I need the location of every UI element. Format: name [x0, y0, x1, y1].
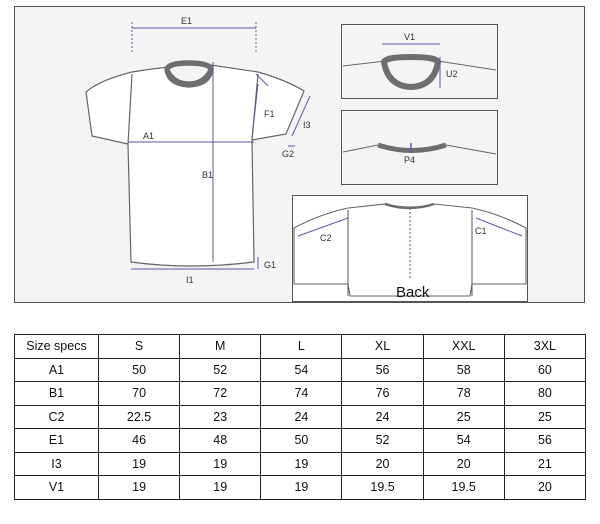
- table-cell: 56: [342, 358, 423, 382]
- table-cell: 74: [261, 382, 342, 406]
- header-cell: M: [180, 335, 261, 359]
- table-cell: 22.5: [99, 405, 180, 429]
- table-cell: 19: [99, 476, 180, 500]
- table-cell: 56: [504, 429, 585, 453]
- table-cell: 19: [99, 452, 180, 476]
- table-cell: 23: [180, 405, 261, 429]
- table-cell: 19: [261, 452, 342, 476]
- table-cell: 54: [423, 429, 504, 453]
- table-row: [15, 382, 586, 406]
- table-cell: 52: [342, 429, 423, 453]
- table-cell: 19.5: [342, 476, 423, 500]
- label-g1: G1: [264, 260, 277, 270]
- table-cell: 76: [342, 382, 423, 406]
- table-cell: 80: [504, 382, 585, 406]
- header-cell: 3XL: [504, 335, 585, 359]
- label-c2: C2: [320, 233, 332, 243]
- header-cell: XL: [342, 335, 423, 359]
- header-cell: Size specs: [15, 335, 99, 359]
- table-cell: 50: [261, 429, 342, 453]
- size-spec-table: [14, 334, 586, 500]
- row-label: B1: [15, 382, 99, 406]
- table-cell: 50: [99, 358, 180, 382]
- header-cell: XXL: [423, 335, 504, 359]
- label-i1: I1: [186, 275, 194, 285]
- table-cell: 20: [504, 476, 585, 500]
- row-label: A1: [15, 358, 99, 382]
- label-a1: A1: [143, 131, 155, 141]
- table-cell: 48: [180, 429, 261, 453]
- row-label: C2: [15, 405, 99, 429]
- table-cell: 20: [423, 452, 504, 476]
- table-cell: 25: [423, 405, 504, 429]
- table-row: [15, 405, 586, 429]
- row-label: E1: [15, 429, 99, 453]
- row-label: I3: [15, 452, 99, 476]
- table-cell: 24: [342, 405, 423, 429]
- table-row: [15, 452, 586, 476]
- table-cell: 70: [99, 382, 180, 406]
- label-g2: G2: [282, 149, 295, 159]
- label-f1: F1: [264, 109, 275, 119]
- table-row: [15, 429, 586, 453]
- table-cell: 20: [342, 452, 423, 476]
- label-c1: C1: [475, 226, 487, 236]
- header-cell: S: [99, 335, 180, 359]
- table-cell: 19: [261, 476, 342, 500]
- table-header-row: [15, 335, 586, 359]
- table-cell: 19.5: [423, 476, 504, 500]
- table-cell: 54: [261, 358, 342, 382]
- label-p4: P4: [404, 155, 416, 165]
- label-u2: U2: [446, 69, 458, 79]
- table-cell: 72: [180, 382, 261, 406]
- table-cell: 21: [504, 452, 585, 476]
- table-cell: 52: [180, 358, 261, 382]
- table-cell: 60: [504, 358, 585, 382]
- table-cell: 25: [504, 405, 585, 429]
- table-cell: 78: [423, 382, 504, 406]
- table-row: [15, 358, 586, 382]
- table-cell: 19: [180, 476, 261, 500]
- label-v1: V1: [404, 32, 416, 42]
- label-i3: I3: [303, 120, 311, 130]
- table-cell: 46: [99, 429, 180, 453]
- header-cell: L: [261, 335, 342, 359]
- back-title: Back: [396, 284, 430, 301]
- table-cell: 24: [261, 405, 342, 429]
- label-e1: E1: [181, 16, 193, 26]
- table-cell: 58: [423, 358, 504, 382]
- row-label: V1: [15, 476, 99, 500]
- table-row: [15, 476, 586, 500]
- label-b1: B1: [202, 170, 214, 180]
- table-cell: 19: [180, 452, 261, 476]
